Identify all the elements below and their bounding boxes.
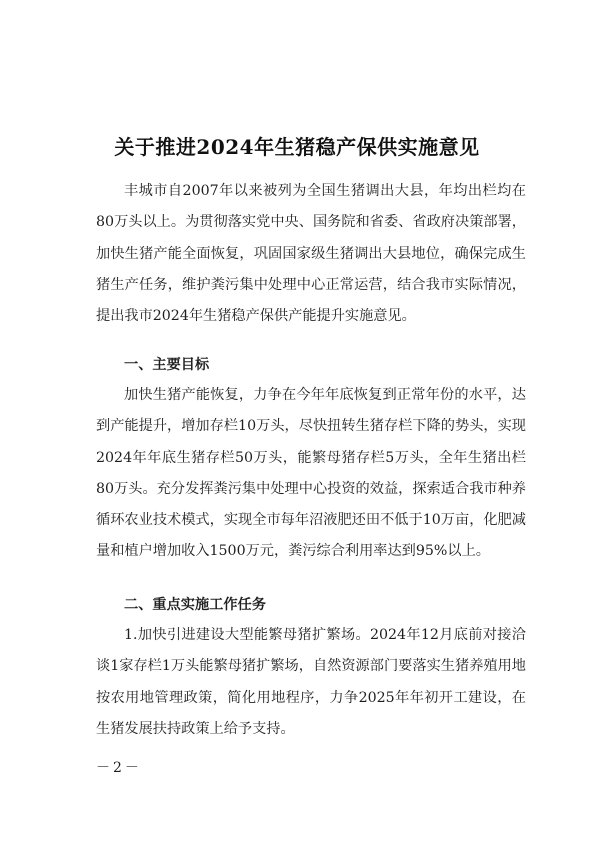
intro-paragraph: 丰城市自2007年以来被列为全国生猪调出大县，年均出栏均在80万头以上。为贯彻落实党中央、国务院和省委、省政府决策部署，加快生猪产能全面恢复，巩固国家级生猪调出大县地位，确保完成生猪生产任务，维护粪污集中处理中心正常运营，结合我市实际情况，提出我市2024年生猪稳产保供产能提升实施意见。 <box>96 183 526 325</box>
section-heading-main-goals: 一、主要目标 <box>124 357 210 373</box>
document-title: 关于推进2024年生猪稳产保供实施意见 <box>114 135 480 160</box>
key-task-item-1: 1.加快引进建设大型能繁母猪扩繁场。2024年12月底前对接洽谈1家存栏1万头能繁母猪扩繁场，自然资源部门要落实生猪养殖用地按农用地管理政策，简化用地程序，力争2025年年初开工建设，在生猪发展扶持政策上给予支持。 <box>96 627 526 737</box>
page-number: －2－ <box>96 760 142 776</box>
section-heading-key-tasks: 二、重点实施工作任务 <box>124 597 266 613</box>
main-goals-paragraph: 加快生猪产能恢复，力争在今年年底恢复到正常年份的水平，达到产能提升，增加存栏10万头，尽快扭转生猪存栏下降的势头，实现2024年年底生猪存栏50万头，能繁母猪存栏5万头，全年生猪出栏80万头。充分发挥粪污集中处理中心投资的效益，探索适合我市种养循环农业技术模式，实现全市每年沼液肥还田不低于10万亩，化肥减量和植户增加收入1500万元，粪污综合利用率达到95%以上。 <box>96 387 526 560</box>
